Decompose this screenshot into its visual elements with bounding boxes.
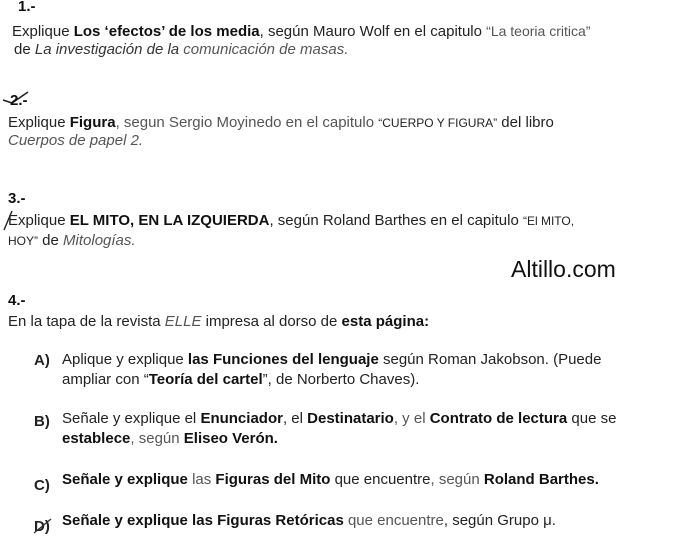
- q4-intro: En la tapa de la revista ELLE impresa al dorso de esta página:: [8, 313, 430, 330]
- q3-line-1: Explique EL MITO, EN LA IZQUIERDA, según Roland Barthes en el capitulo “El MITO,: [8, 212, 575, 229]
- altillo-watermark: Altillo.com: [511, 256, 616, 282]
- q2-line-2: Cuerpos de papel 2.: [8, 132, 144, 149]
- handwritten-circle-mark-option-d: [32, 516, 54, 536]
- q1-line-1: Explique Los ‘efectos’ de los media, según Mauro Wolf en el capitulo “La teoria critica”: [12, 23, 591, 40]
- q2-line-1: Explique Figura, segun Sergio Moyinedo en el capitulo “CUERPO Y FIGURA” del libro: [8, 114, 554, 131]
- q3-number: 3.-: [8, 190, 26, 207]
- option-b-line-2: establece, según Eliseo Verón.: [62, 430, 278, 447]
- q1-number: 1.-: [18, 0, 36, 15]
- q3-line-2: HOY” de Mitologías.: [8, 232, 136, 249]
- q2-number: 2.-: [10, 92, 28, 109]
- q1-line-2: de La investigación de la comunicación de masas.: [14, 41, 349, 58]
- option-a-line-2: ampliar con “Teoría del cartel”, de Norberto Chaves).: [62, 371, 420, 388]
- q4-number: 4.-: [8, 292, 26, 309]
- option-c-letter: C): [34, 477, 50, 494]
- option-b-letter: B): [34, 413, 50, 430]
- option-a-letter: A): [34, 352, 50, 369]
- option-a-line-1: Aplique y explique las Funciones del lenguaje según Roman Jakobson. (Puede: [62, 351, 602, 368]
- option-b-line-1: Señale y explique el Enunciador, el Destinatario, y el Contrato de lectura que se: [62, 410, 617, 427]
- option-d-letter: D): [34, 518, 50, 535]
- option-d-line-1: Señale y explique las Figuras Retóricas que encuentre, según Grupo μ.: [62, 512, 556, 529]
- option-c-line-1: Señale y explique las Figuras del Mito que encuentre, según Roland Barthes.: [62, 471, 599, 488]
